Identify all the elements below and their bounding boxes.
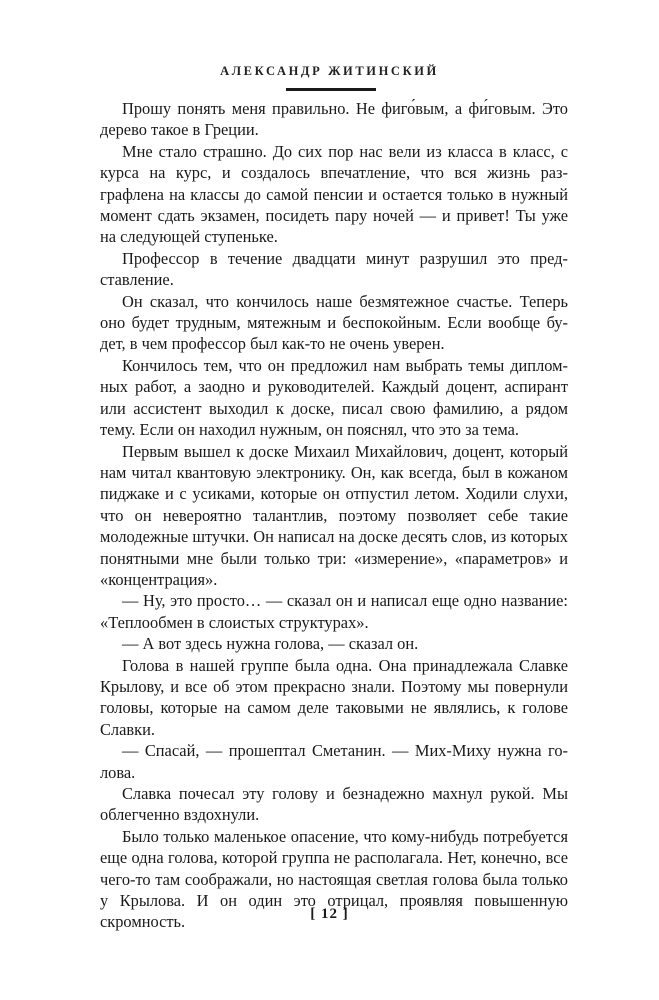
header-rule bbox=[286, 88, 376, 91]
paragraph: Прошу понять меня правильно. Не фиго́вым, а фи́говым. Это дерево такое в Греции. bbox=[100, 99, 568, 140]
paragraph: Он сказал, что кончилось наше безмятежное счастье. Теперь оно будет трудным, мятежным и беспокойным. Если вообще будет, в чем профессор был как-то не очень уверен. bbox=[100, 291, 568, 354]
paragraph: Славка почесал эту голову и безнадежно махнул рукой. Мы облегченно вздохнули. bbox=[100, 784, 568, 825]
body-text bbox=[100, 98, 568, 933]
paragraph: — Ну, это просто… — сказал он и написал еще одно название: «Теплообмен в слоистых структурах». bbox=[100, 591, 568, 632]
paragraph: Мне стало страшно. До сих пор нас вели из класса в класс, с курса на курс, и создалось впечатление, что вся жизнь разграфлена на классы до самой пенсии и остается только в нужный момент сдать экзамен, посидеть пару ночей — и привет! Ты уже на следующей ступеньке. bbox=[100, 141, 568, 247]
page-number: [ 12 ] bbox=[310, 906, 349, 922]
paragraph: — Спасай, — прошептал Сметанин. — Мих-Миху нужна голова. bbox=[100, 741, 568, 782]
paragraph: Было только маленькое опасение, что кому-нибудь потребуется еще одна голова, которой группа не располагала. Нет, конечно, все чего-то там соображали, но настоящая светлая голова была только у Крылова. И он один это отрицал, проявляя повышенную скромность. bbox=[100, 826, 568, 932]
running-head: АЛЕКСАНДР ЖИТИНСКИЙ bbox=[220, 64, 439, 78]
paragraph: Первым вышел к доске Михаил Михайлович, доцент, который нам читал квантовую электронику. Он, как всегда, был в кожаном пиджаке и с усиками, которые он отпустил летом. Ходили слухи, что он невероятно талантлив, поэтому позволяет себе такие молодежные штучки. Он написал на доске десять слов, из которых понятными мне были только три: «измерение», «параметров» и «концентрация». bbox=[100, 441, 568, 589]
paragraph: — А вот здесь нужна голова, — сказал он. bbox=[122, 634, 419, 654]
paragraph: Профессор в течение двадцати минут разрушил это представление. bbox=[100, 248, 568, 290]
paragraph: Кончилось тем, что он предложил нам выбрать темы дипломных работ, а заодно и руководителей. Каждый доцент, аспирант или ассистент выходил к доске, писал свою фамилию, а рядом тему. Если он находил нужным, он пояснял, что это за тема. bbox=[100, 355, 568, 440]
paragraph: Голова в нашей группе была одна. Она принадлежала Славке Крылову, и все об этом прекрасно знали. Поэтому мы повернули головы, которые на самом деле таковыми не являлись, к голове Славки. bbox=[100, 655, 568, 739]
